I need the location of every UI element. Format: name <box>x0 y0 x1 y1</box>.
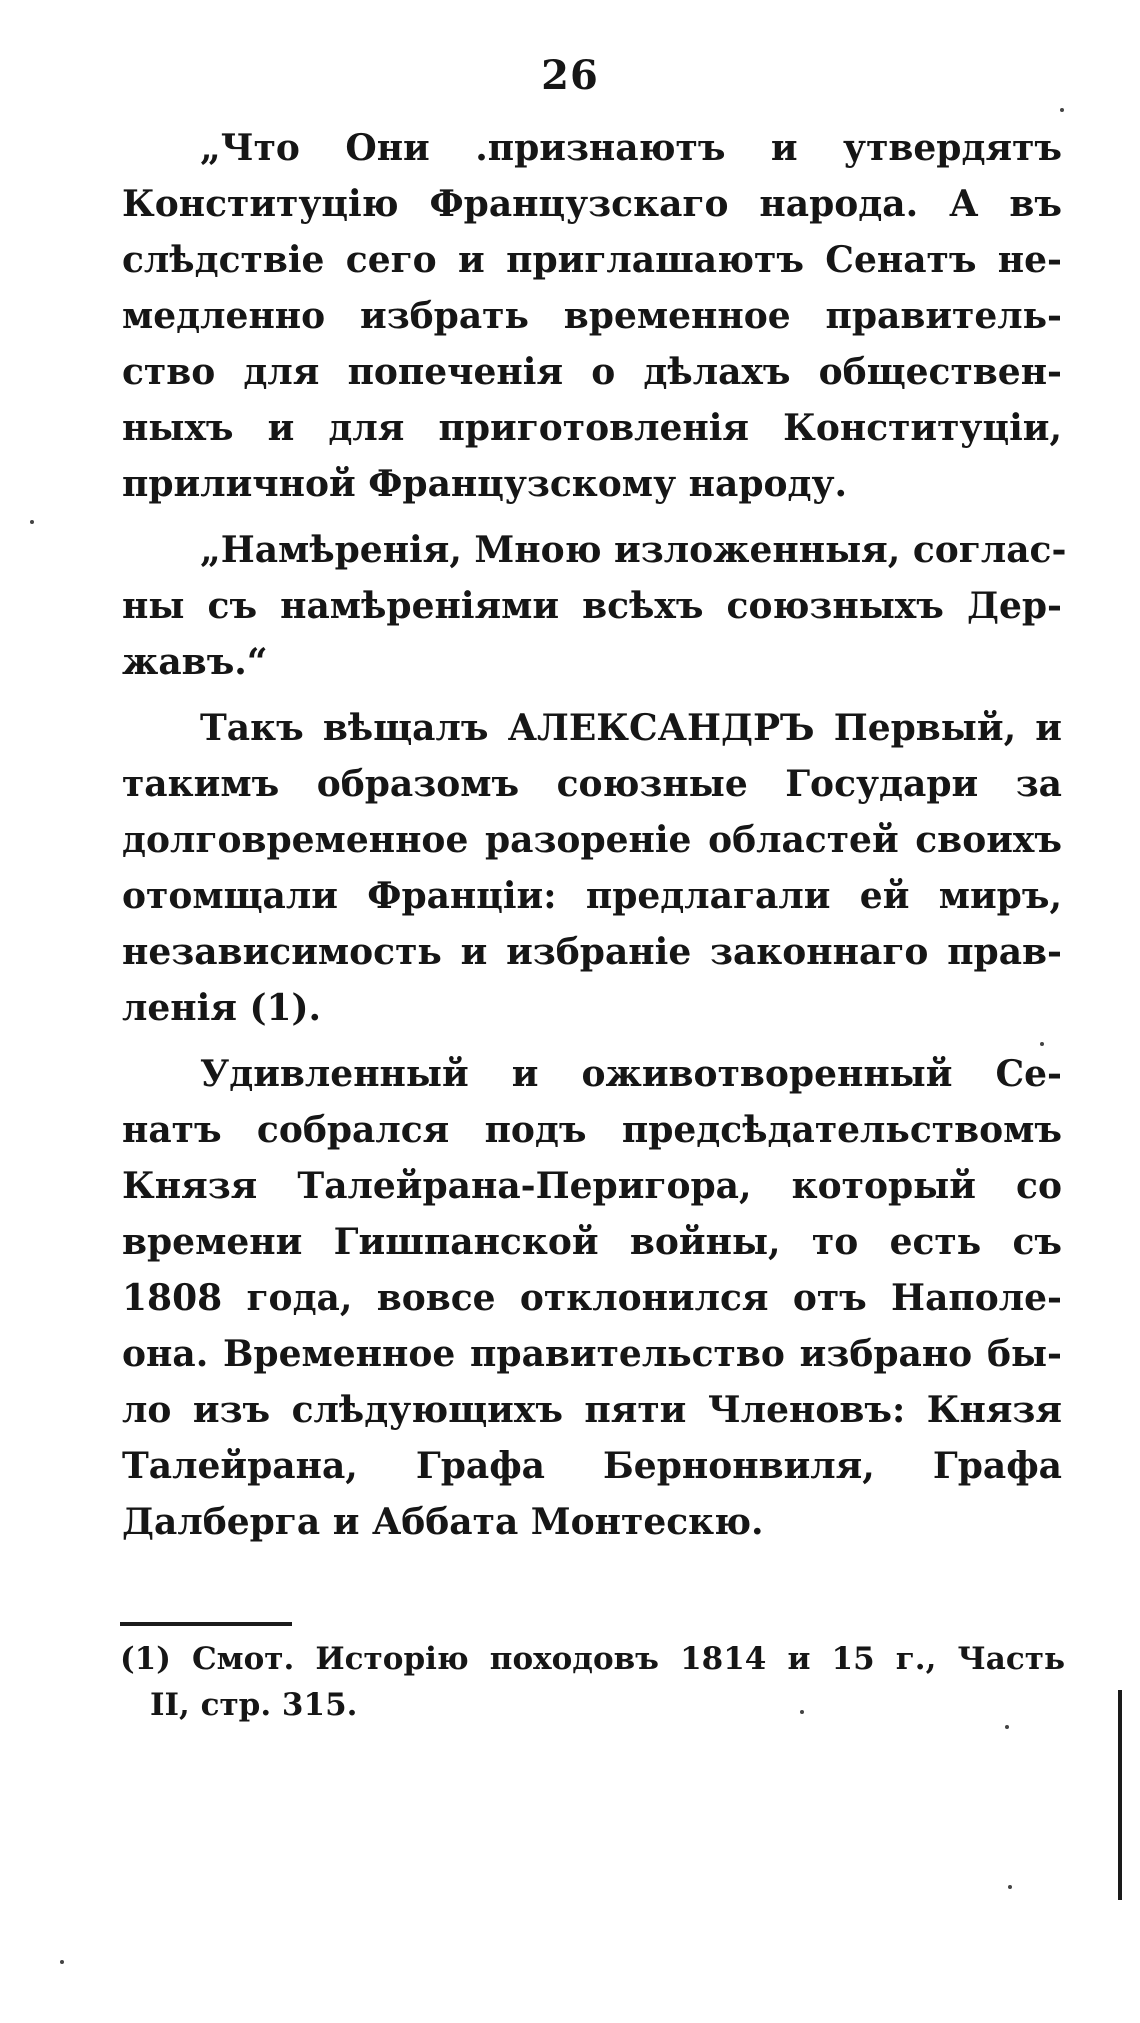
text-line: Такъ вѣщалъ АЛЕКСАНДРЪ Первый, и <box>200 707 1062 749</box>
text-line: приличной Французскому народу. <box>122 463 848 505</box>
footnote-line: (1) Смот. Исторію походовъ 1814 и 15 г., Часть <box>120 1641 1065 1677</box>
footnote-rule <box>120 1622 292 1626</box>
scan-speck <box>800 1710 804 1714</box>
scan-speck <box>60 1960 64 1964</box>
text-line: независимость и избраніе законнаго прав- <box>122 931 1062 973</box>
body-text <box>122 120 1067 1560</box>
text-line: она. Временное правительство избрано бы- <box>122 1333 1062 1375</box>
text-line: ныхъ и для приготовленія Конституціи, <box>122 407 1062 449</box>
text-line: ство для попеченія о дѣлахъ обществен- <box>122 351 1062 393</box>
text-line: Удивленный и оживотворенный Се- <box>200 1053 1062 1095</box>
paragraph-2 <box>122 522 1067 690</box>
text-line: Талейрана, Графа Бернонвиля, Графа <box>122 1445 1062 1487</box>
paragraph-1 <box>122 120 1062 512</box>
text-line: отомщали Франціи: предлагали ей миръ, <box>122 875 1062 917</box>
text-line: Конституцію Французскаго народа. А въ <box>122 183 1062 225</box>
text-line: ло изъ слѣдующихъ пяти Членовъ: Князя <box>122 1389 1062 1431</box>
scan-speck <box>1060 108 1064 112</box>
text-line: „Намѣренія, Мною изложенныя, соглас- <box>200 529 1067 571</box>
text-line: такимъ образомъ союзные Государи за <box>122 763 1062 805</box>
text-line: времени Гишпанской войны, то есть съ <box>122 1221 1062 1263</box>
footnote-line: II, стр. 315. <box>150 1687 358 1723</box>
text-line: 1808 года, вовсе отклонился отъ Наполе- <box>122 1277 1062 1319</box>
text-line: ленія (1). <box>122 987 322 1029</box>
paragraph-4 <box>122 1046 1062 1550</box>
scan-edge-mark <box>1118 1690 1122 1900</box>
page-number: 26 <box>541 52 599 99</box>
text-line: жавъ.“ <box>122 641 268 683</box>
text-line: натъ собрался подъ предсѣдательствомъ <box>122 1109 1062 1151</box>
paragraph-3 <box>122 700 1062 1036</box>
scan-speck <box>1005 1725 1009 1729</box>
scan-speck <box>1040 1042 1044 1046</box>
text-line: медленно избрать временное правитель- <box>122 295 1062 337</box>
text-line: Князя Талейрана-Перигора, который со <box>122 1165 1062 1207</box>
text-line: ны съ намѣреніями всѣхъ союзныхъ Дер- <box>122 585 1062 627</box>
scan-speck <box>1008 1885 1012 1889</box>
footnote <box>120 1636 1065 1728</box>
scan-speck <box>30 520 34 524</box>
text-line: „Что Они .признаютъ и утвердятъ <box>200 127 1062 169</box>
text-line: слѣдствіе сего и приглашаютъ Сенатъ не- <box>122 239 1062 281</box>
text-line: Далберга и Аббата Монтескю. <box>122 1501 764 1543</box>
text-line: долговременное разореніе областей своихъ <box>122 819 1062 861</box>
